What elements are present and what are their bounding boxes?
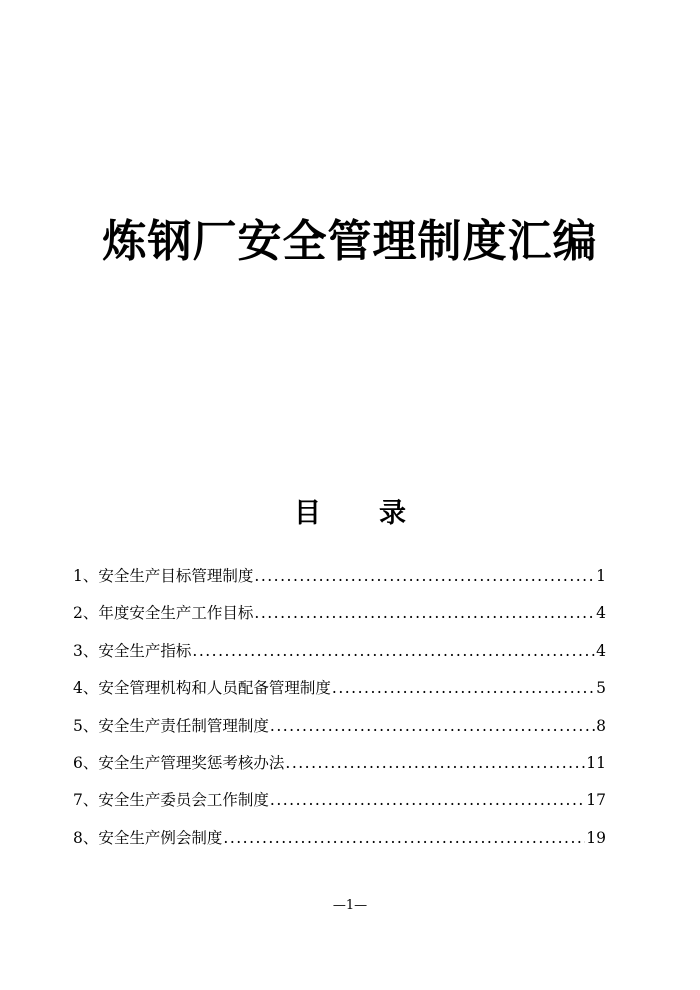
toc-entry-title: 安全管理机构和人员配备管理制度 [98, 679, 331, 698]
toc-entry-number: 4、 [73, 679, 99, 698]
toc-leader-dots [254, 604, 595, 622]
toc-entry[interactable] [73, 788, 606, 825]
toc-entry[interactable] [73, 751, 606, 788]
toc-entry-title: 安全生产管理奖惩考核办法 [98, 753, 285, 772]
toc-entry-page: 4 [596, 641, 606, 660]
toc-entry-number: 6、 [73, 753, 99, 772]
toc-heading-right: 录 [379, 498, 406, 529]
toc-leader-dots [223, 829, 585, 847]
toc-entry-title: 安全生产例会制度 [98, 828, 223, 847]
toc-entry-title: 安全生产委员会工作制度 [98, 791, 269, 810]
toc-entry-number: 1、 [73, 567, 99, 585]
toc-entry-title: 年度安全生产工作目标 [98, 604, 254, 623]
toc-heading [0, 496, 700, 532]
toc-entry-page: 17 [586, 791, 606, 810]
toc-entry-page: 8 [596, 716, 606, 735]
toc-leader-dots [270, 791, 585, 809]
toc-entry-title: 安全生产指标 [98, 641, 192, 660]
toc-entry[interactable] [73, 826, 606, 863]
toc-heading-left: 目 [294, 498, 321, 529]
toc-entry-number: 2、 [73, 604, 99, 623]
document-title: 炼钢厂安全管理制度汇编 [102, 216, 598, 267]
toc-entry-number: 7、 [73, 791, 99, 810]
toc-entry-number: 5、 [73, 716, 99, 735]
toc-leader-dots [332, 679, 595, 697]
toc-entry[interactable] [73, 676, 606, 713]
toc-entry[interactable] [73, 714, 606, 751]
toc-entry[interactable] [73, 601, 606, 638]
toc-leader-dots [270, 717, 595, 735]
toc-entry-page: 5 [596, 679, 606, 698]
toc-entry-page: 4 [596, 604, 606, 623]
toc-entry-number: 3、 [73, 641, 99, 660]
page-number-footer: —1— [332, 898, 368, 913]
toc-leader-dots [192, 642, 595, 660]
toc-entry-number: 8、 [73, 828, 99, 847]
toc-leader-dots [254, 567, 595, 585]
toc-leader-dots [285, 754, 585, 772]
toc-entry-page: 1 [596, 567, 606, 585]
toc-entry[interactable] [73, 564, 606, 601]
toc-entry-page: 11 [586, 753, 606, 772]
toc-entry-title: 安全生产目标管理制度 [98, 567, 254, 585]
toc-entry-page: 19 [586, 828, 606, 847]
table-of-contents [73, 564, 606, 863]
toc-entry-title: 安全生产责任制管理制度 [98, 716, 269, 735]
toc-entry[interactable] [73, 639, 606, 676]
